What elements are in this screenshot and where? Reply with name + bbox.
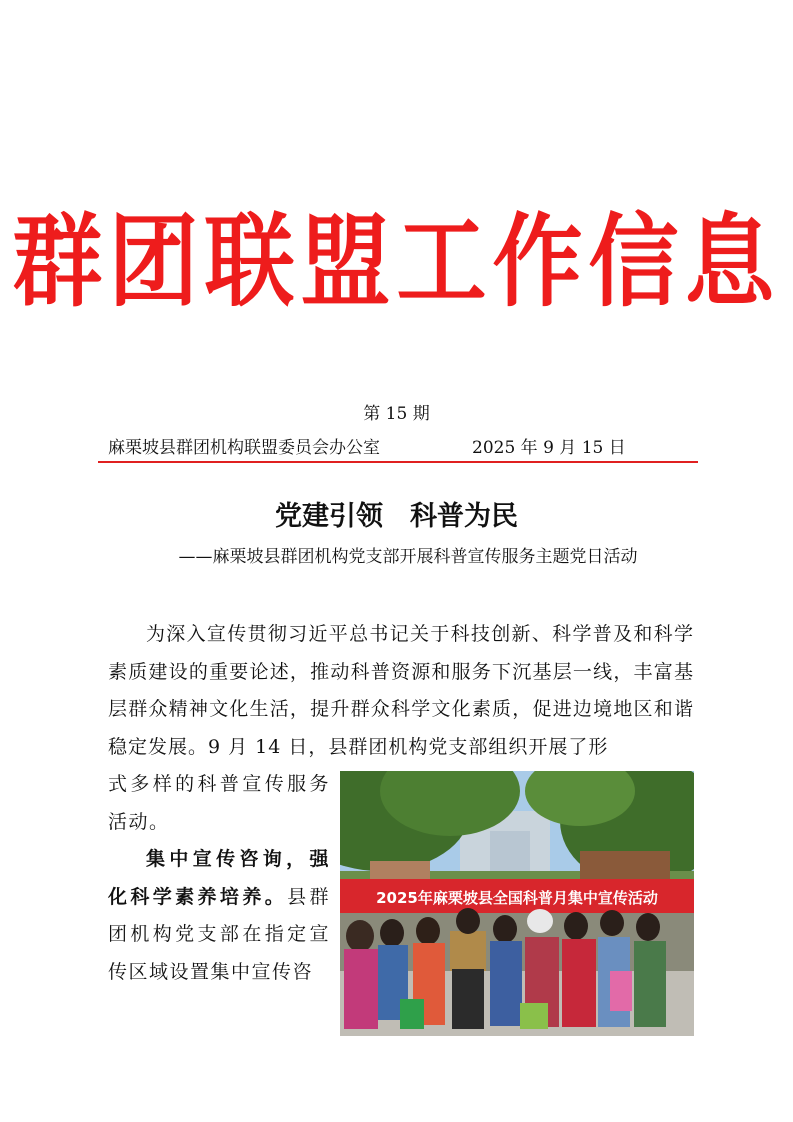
event-photo <box>340 771 694 1036</box>
issue-number: 第 15 期 <box>363 404 430 424</box>
article-subtitle: ——麻栗坡县群团机构党支部开展科普宣传服务主题党日活动 <box>178 547 638 567</box>
article-paragraph-2 <box>108 841 330 991</box>
article-title: 党建引领 科普为民 <box>275 501 518 532</box>
issue-date: 2025 年 9 月 15 日 <box>472 438 626 458</box>
photo-banner-text: 2025年麻栗坡县全国科普月集中宣传活动 <box>376 889 658 907</box>
event-photo-illustration <box>340 771 694 1036</box>
issuing-office: 麻栗坡县群团机构联盟委员会办公室 <box>108 438 380 458</box>
paragraph-2-body: 县群团机构党支部在指定宣传区域设置集中宣传咨 <box>108 885 330 983</box>
masthead-title: 群团联盟工作信息 <box>12 203 781 322</box>
article-side-column <box>108 766 330 991</box>
article-paragraph-1-continued: 式多样的科普宣传服务活动。 <box>108 773 330 833</box>
article-paragraph-1: 为深入宣传贯彻习近平总书记关于科技创新、科学普及和科学素质建设的重要论述，推动科普资源和服务下沉基层一线，丰富基层群众精神文化生活，提升群众科学文化素质，促进边境地区和谐稳定发展。9 月 14 日，县群团机构党支部组织开展了形 <box>108 623 694 758</box>
header-divider <box>98 461 698 463</box>
paragraph-2-lead: 集中宣传咨询，强化科学素养培养。 <box>108 848 330 908</box>
